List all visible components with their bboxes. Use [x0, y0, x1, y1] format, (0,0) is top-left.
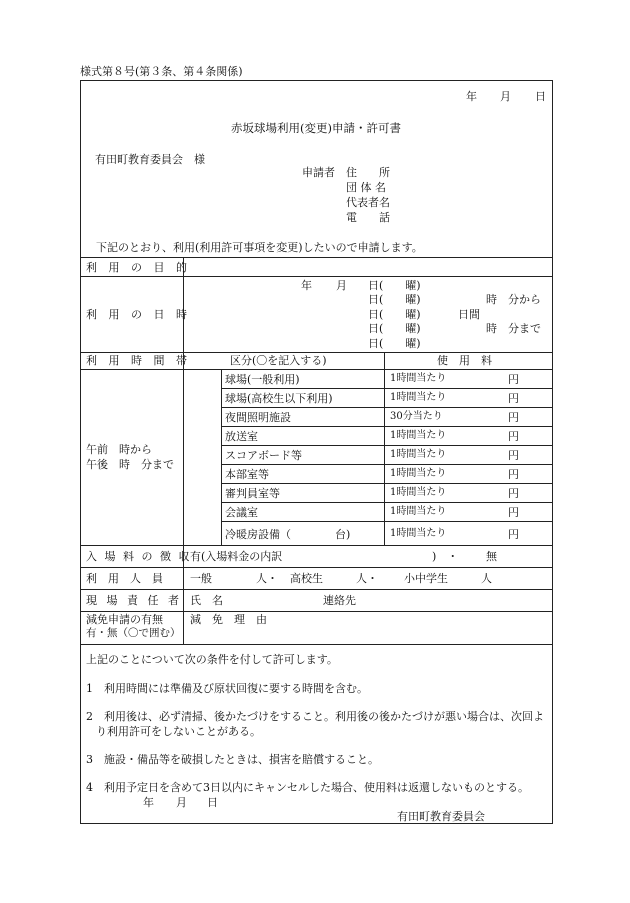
datetime-until: 時 分まで	[486, 322, 541, 335]
manager-contact: 連絡先	[323, 594, 356, 607]
timeslot-am: 午前 時から	[86, 443, 152, 456]
users-junior: 小中学生 人	[404, 572, 492, 585]
facility-name: 放送室	[225, 430, 258, 443]
facility-unit: 1時間当たり	[390, 449, 447, 460]
purpose-label: 利 用 の 目 的	[86, 261, 191, 274]
page-title: 赤坂球場利用(変更)申請・許可書	[231, 121, 401, 135]
facility-name: 球場(一般利用)	[225, 373, 300, 386]
facility-name: 冷暖房設備（ 台)	[225, 528, 351, 541]
permission-date-day: 日	[207, 796, 218, 809]
datetime-day-5: 日( 曜)	[368, 337, 421, 350]
datetime-day-3: 日( 曜)	[368, 308, 421, 321]
facility-yen: 円	[508, 528, 519, 541]
form-number: 様式第８号(第３条、第４条関係)	[80, 65, 243, 78]
condition-item: 2 利用後は、必ず清掃、後かたづけをすること。利用後の後かたづけが悪い場合は、次回よ	[86, 710, 544, 723]
issuer: 有田町教育委員会	[397, 810, 485, 823]
facility-yen: 円	[508, 468, 519, 481]
facility-name: 本部室等	[225, 468, 269, 481]
datetime-month: 月	[336, 279, 347, 292]
facility-unit: 1時間当たり	[390, 506, 447, 517]
datetime-span: 日間	[458, 308, 480, 321]
facility-name: 会議室	[225, 506, 258, 519]
timeslot-pm: 午後 時 分まで	[86, 458, 174, 471]
datetime-day-4: 日( 曜)	[368, 322, 421, 335]
condition-item: り利用許可をしないことがある。	[96, 725, 261, 738]
permission-intro: 上記のことについて次の条件を付して許可します。	[86, 653, 338, 666]
admission-yes: 有(入場料金の内訳	[190, 550, 283, 563]
applicant-heading: 申請者	[302, 166, 335, 179]
applicant-group: 団 体 名	[346, 181, 386, 194]
exemption-label: 減免申請の有無	[86, 613, 163, 626]
admission-no: 無	[486, 550, 497, 563]
addressee: 有田町教育委員会 様	[95, 153, 205, 166]
facility-unit: 1時間当たり	[390, 468, 447, 479]
facility-fee-header: 使 用 料	[437, 354, 492, 367]
intro-text: 下記のとおり、利用(利用許可事項を変更)したいので申請します。	[96, 241, 423, 254]
facility-unit: 1時間当たり	[390, 392, 447, 403]
facility-name: 夜間照明施設	[225, 411, 291, 424]
condition-item: 4 利用予定日を含めて3日以内にキャンセルした場合、使用料は返還しないものとする。	[86, 781, 529, 794]
header-year: 年	[466, 90, 477, 103]
facility-name: 審判員室等	[225, 487, 280, 500]
manager-label: 現 場 責 任 者	[86, 594, 182, 607]
facility-unit: 30分当たり	[390, 411, 443, 422]
header-month: 月	[500, 90, 511, 103]
facility-yen: 円	[508, 430, 519, 443]
exemption-label-2: 有・無（〇で囲む）	[86, 627, 181, 639]
users-highschool: 高校生 人・	[290, 572, 378, 585]
facility-name: 球場(高校生以下利用)	[225, 392, 333, 405]
datetime-day-1: 日( 曜)	[368, 279, 421, 292]
datetime-day-2: 日( 曜)	[368, 293, 421, 306]
facility-yen: 円	[508, 449, 519, 462]
users-general: 一般 人・	[190, 572, 278, 585]
users-label: 利 用 人 員	[86, 572, 163, 585]
facility-name: スコアボード等	[225, 449, 302, 462]
permission-date-month: 月	[176, 796, 187, 809]
header-day: 日	[535, 90, 546, 103]
applicant-phone: 電 話	[346, 211, 390, 224]
datetime-from: 時 分から	[486, 293, 541, 306]
timeslot-label: 利 用 時 間 帯	[86, 354, 191, 367]
exemption-reason: 減 免 理 由	[190, 613, 267, 626]
admission-label: 入 場 料 の 徴 収	[86, 550, 192, 563]
applicant-address: 住 所	[346, 166, 390, 179]
applicant-representative: 代表者名	[346, 196, 390, 209]
condition-item: 3 施設・備品等を破損したときは、損害を賠償すること。	[86, 753, 379, 766]
facility-unit: 1時間当たり	[390, 487, 447, 498]
datetime-label: 利 用 の 日 時	[86, 308, 191, 321]
facility-category-header: 区分(〇を記入する)	[230, 354, 327, 367]
facility-yen: 円	[508, 487, 519, 500]
facility-unit: 1時間当たり	[390, 373, 447, 384]
facility-yen: 円	[508, 373, 519, 386]
facility-yen: 円	[508, 392, 519, 405]
facility-unit: 1時間当たり	[390, 528, 447, 539]
datetime-year: 年	[301, 279, 312, 292]
permission-date-year: 年	[143, 796, 154, 809]
facility-unit: 1時間当たり	[390, 430, 447, 441]
manager-name: 氏 名	[190, 594, 223, 607]
admission-close: ) ・	[432, 550, 459, 563]
facility-yen: 円	[508, 411, 519, 424]
condition-item: 1 利用時間には準備及び原状回復に要する時間を含む。	[86, 682, 368, 695]
facility-yen: 円	[508, 506, 519, 519]
